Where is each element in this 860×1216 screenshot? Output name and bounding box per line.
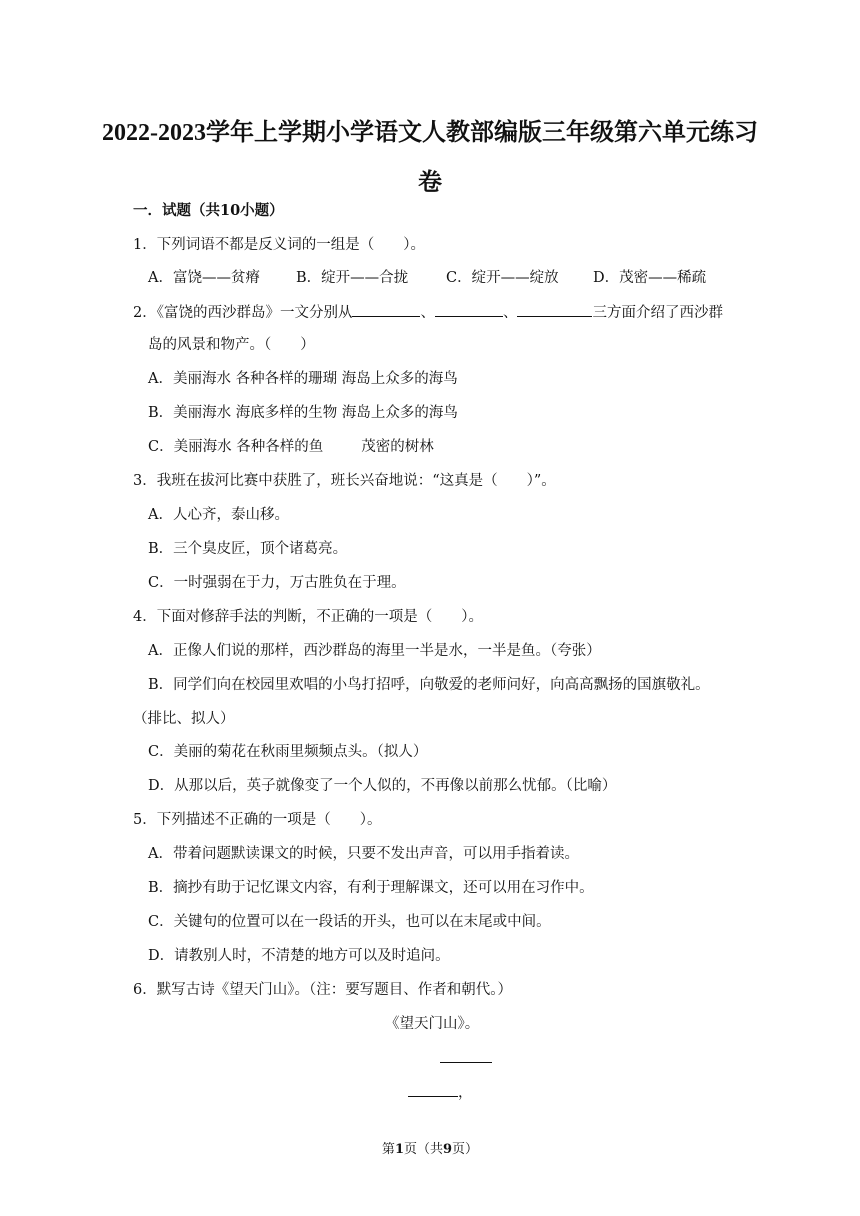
q1-option-c: C．绽开——绽放 (446, 270, 559, 286)
q6-answer-blank-2 (408, 1082, 458, 1097)
q4-option-a: A．正像人们说的那样，西沙群岛的海里一半是水，一半是鱼。（夸张） (148, 643, 601, 659)
footer-prefix: 第 (381, 1142, 395, 1157)
q2-blank-3 (517, 302, 592, 317)
q1-option-d: D．茂密——稀疏 (593, 270, 707, 286)
title-line-2: 卷 (418, 170, 442, 196)
footer-suffix: 页） (452, 1142, 479, 1157)
page-title (100, 108, 760, 208)
q3-option-a: A．人心齐，泰山移。 (148, 507, 289, 523)
q2-option-a: A．美丽海水 各种各样的珊瑚 海岛上众多的海鸟 (148, 371, 458, 387)
q4-option-c: C．美丽的菊花在秋雨里频频点头。（拟人） (148, 744, 428, 760)
q3-option-b: B．三个臭皮匠，顶个诸葛亮。 (148, 541, 348, 557)
q2-blank-2 (435, 302, 503, 317)
q5-option-c: C．关键句的位置可以在一段话的开头，也可以在末尾或中间。 (148, 914, 551, 930)
q5-stem: 5．下列描述不正确的一项是（ ）。 (133, 812, 382, 828)
q2-option-b: B．美丽海水 海底多样的生物 海岛上众多的海鸟 (148, 405, 458, 421)
q5-option-b: B．摘抄有助于记忆课文内容，有利于理解课文，还可以用在习作中。 (148, 880, 594, 896)
q2-option-c (148, 437, 434, 457)
footer-mid: 页（共 (403, 1142, 443, 1157)
footer-page-number: 1 (394, 1142, 404, 1157)
q3-stem: 3．我班在拔河比赛中获胜了，班长兴奋地说：“这真是（ ）”。 (133, 473, 556, 489)
q2-separator-1: 、 (420, 305, 435, 321)
q4-stem: 4．下面对修辞手法的判断，不正确的一项是（ ）。 (133, 609, 483, 625)
q2-blank-1 (352, 302, 420, 317)
q5-option-d: D．请教别人时，不清楚的地方可以及时追问。 (148, 948, 450, 964)
title-line-1: 2022-2023学年上学期小学语文人教部编版三年级第六单元练习 (102, 120, 758, 146)
q4-option-b-line-2: （排比、拟人） (133, 711, 235, 727)
section-heading: 一．试题（共10小题） (133, 202, 284, 219)
q6-poem-title: 《望天门山》。 (385, 1016, 480, 1032)
q1-option-a: A．富饶——贫瘠 (148, 270, 260, 286)
q6-answer-line-2 (408, 1082, 473, 1103)
q6-answer-blank-1 (440, 1048, 492, 1063)
page-footer (0, 1141, 860, 1159)
q2-stem-end: 三方面介绍了西沙群 (592, 305, 723, 321)
q1-option-b: B．绽开——合拢 (296, 270, 409, 286)
q2-stem-line-1 (133, 302, 723, 323)
q4-option-d: D．从那以后，英子就像变了一个人似的，不再像以前那么忧郁。（比喻） (148, 778, 617, 794)
footer-total-pages: 9 (443, 1142, 453, 1157)
q2-separator-2: 、 (502, 305, 518, 321)
q4-option-b-line-1: B．同学们向在校园里欢唱的小鸟打招呼，向敬爱的老师问好，向高高飘扬的国旗敬礼。 (148, 677, 710, 693)
q2-stem-start: 2．《富饶的西沙群岛》一文分别从 (133, 305, 353, 321)
q1-stem: 1．下列词语不都是反义词的一组是（ ）。 (133, 237, 425, 253)
q2-option-c-part-2: 茂密的树林 (361, 439, 434, 455)
q6-stem: 6．默写古诗《望天门山》。（注：要写题目、作者和朝代。） (133, 982, 512, 998)
q3-option-c: C．一时强弱在于力，万古胜负在于理。 (148, 575, 406, 591)
q6-comma: ， (458, 1085, 473, 1101)
q2-option-c-part-1: C．美丽海水 各种各样的鱼 (148, 439, 324, 455)
q5-option-a: A．带着问题默读课文的时候，只要不发出声音，可以用手指着读。 (148, 846, 579, 862)
q2-stem-line-2: 岛的风景和物产。（ ） (148, 337, 315, 353)
